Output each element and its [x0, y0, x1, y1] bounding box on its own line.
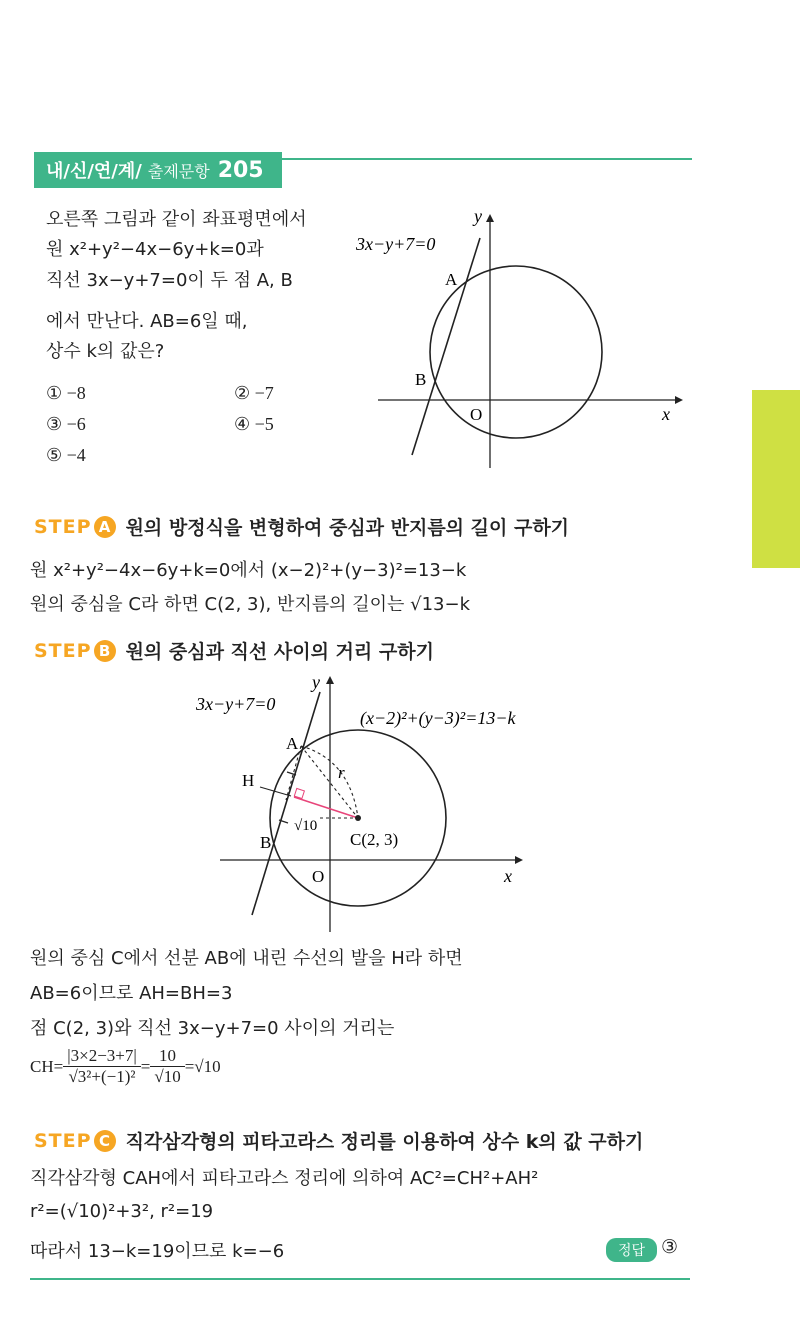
side-tab	[752, 390, 800, 568]
answer-value: ③	[661, 1236, 679, 1258]
problem-header	[34, 152, 282, 188]
choice-1[interactable]: ① −8	[46, 383, 86, 403]
x-axis-arrow	[515, 856, 523, 864]
dist-denominator-2: √10	[154, 1067, 181, 1086]
step-a-letter: A	[94, 516, 116, 538]
y-axis-arrow	[326, 676, 334, 684]
dist-label: √10	[294, 818, 318, 834]
right-angle-mark	[294, 788, 304, 798]
y-axis-label: y	[474, 206, 482, 226]
step-a-line-1: 원 x²+y²−4x−6y+k=0에서 (x−2)²+(y−3)²=13−k	[30, 560, 467, 581]
dist-lhs: CH=	[30, 1056, 64, 1076]
step-b-heading	[34, 637, 434, 664]
x-axis-arrow	[675, 396, 683, 404]
line-label: 3x−y+7=0	[356, 234, 436, 254]
center-dot	[355, 815, 361, 821]
ch-segment	[294, 797, 358, 818]
dist-fraction-2	[150, 1046, 184, 1087]
choice-3[interactable]: ③ −6	[46, 414, 86, 434]
dist-result: =√10	[184, 1056, 221, 1076]
step-c-letter: C	[94, 1130, 116, 1152]
dist-fraction-1	[63, 1046, 141, 1087]
point-c-label: C(2, 3)	[350, 830, 399, 849]
step-b-letter: B	[94, 640, 116, 662]
dist-equals: =	[140, 1056, 151, 1076]
problem-line-4: 에서 만난다. AB=6일 때,	[46, 311, 248, 332]
choice-2[interactable]: ② −7	[234, 383, 274, 403]
header-rule	[282, 158, 692, 160]
step-c-line-3: 따라서 13−k=19이므로 k=−6	[30, 1241, 285, 1262]
step-c-line-2: r²=(√10)²+3², r²=19	[30, 1201, 214, 1222]
step-c-heading	[34, 1127, 643, 1154]
x-axis-label: x	[504, 866, 512, 886]
choice-4[interactable]: ④ −5	[234, 414, 274, 434]
distance-formula	[30, 1046, 221, 1087]
header-number: 205	[217, 157, 264, 183]
figure-circle-line	[350, 200, 690, 475]
step-a-title: 원의 방정식을 변형하여 중심과 반지름의 길이 구하기	[125, 517, 570, 539]
step-c-word: STEP	[34, 1129, 92, 1152]
figure-distance	[190, 670, 610, 935]
problem-line-3: 직선 3x−y+7=0이 두 점 A, B	[46, 270, 293, 291]
header-label: 내/신/연/계/	[46, 161, 142, 182]
point-a-label: A	[445, 270, 458, 289]
line-label: 3x−y+7=0	[196, 694, 276, 714]
y-axis-label: y	[312, 672, 320, 692]
problem-line-2: 원 x²+y²−4x−6y+k=0과	[46, 239, 264, 260]
step-b-line-2: AB=6이므로 AH=BH=3	[30, 983, 233, 1004]
point-h-label: H	[242, 771, 255, 790]
problem-line-1: 오른쪽 그림과 같이 좌표평면에서	[46, 209, 307, 230]
step-b-word: STEP	[34, 639, 92, 662]
point-b-label: B	[415, 370, 427, 389]
bottom-rule	[30, 1278, 690, 1280]
secant-line	[252, 692, 320, 915]
step-b-title: 원의 중심과 직선 사이의 거리 구하기	[125, 641, 434, 663]
step-a-word: STEP	[34, 515, 92, 538]
step-a-heading	[34, 513, 569, 540]
choice-5[interactable]: ⑤ −4	[46, 445, 86, 465]
step-b-line-1: 원의 중심 C에서 선분 AB에 내린 수선의 발을 H라 하면	[30, 948, 463, 969]
origin-label: O	[470, 405, 483, 424]
problem-line-5: 상수 k의 값은?	[46, 341, 165, 362]
circle	[430, 266, 602, 438]
point-a-label: A	[286, 734, 299, 753]
circle-label: (x−2)²+(y−3)²=13−k	[360, 708, 516, 728]
radius-label: r	[338, 763, 345, 782]
origin-label: O	[312, 867, 325, 886]
step-a-line-2: 원의 중심을 C라 하면 C(2, 3), 반지름의 길이는 √13−k	[30, 594, 471, 615]
point-b-label: B	[260, 833, 272, 852]
answer-badge: 정답	[606, 1238, 657, 1262]
y-axis-arrow	[486, 214, 494, 222]
dist-numerator-2: 10	[150, 1046, 184, 1067]
header-sub: 출제문항	[147, 161, 210, 181]
step-c-line-1: 직각삼각형 CAH에서 피타고라스 정리에 의하여 AC²=CH²+AH²	[30, 1168, 539, 1189]
dist-numerator: |3×2−3+7|	[63, 1046, 141, 1067]
step-c-title: 직각삼각형의 피타고라스 정리를 이용하여 상수 k의 값 구하기	[125, 1131, 644, 1153]
step-b-line-3: 점 C(2, 3)와 직선 3x−y+7=0 사이의 거리는	[30, 1018, 395, 1039]
dist-denominator: √3²+(−1)²	[68, 1067, 136, 1086]
x-axis-label: x	[662, 404, 670, 424]
